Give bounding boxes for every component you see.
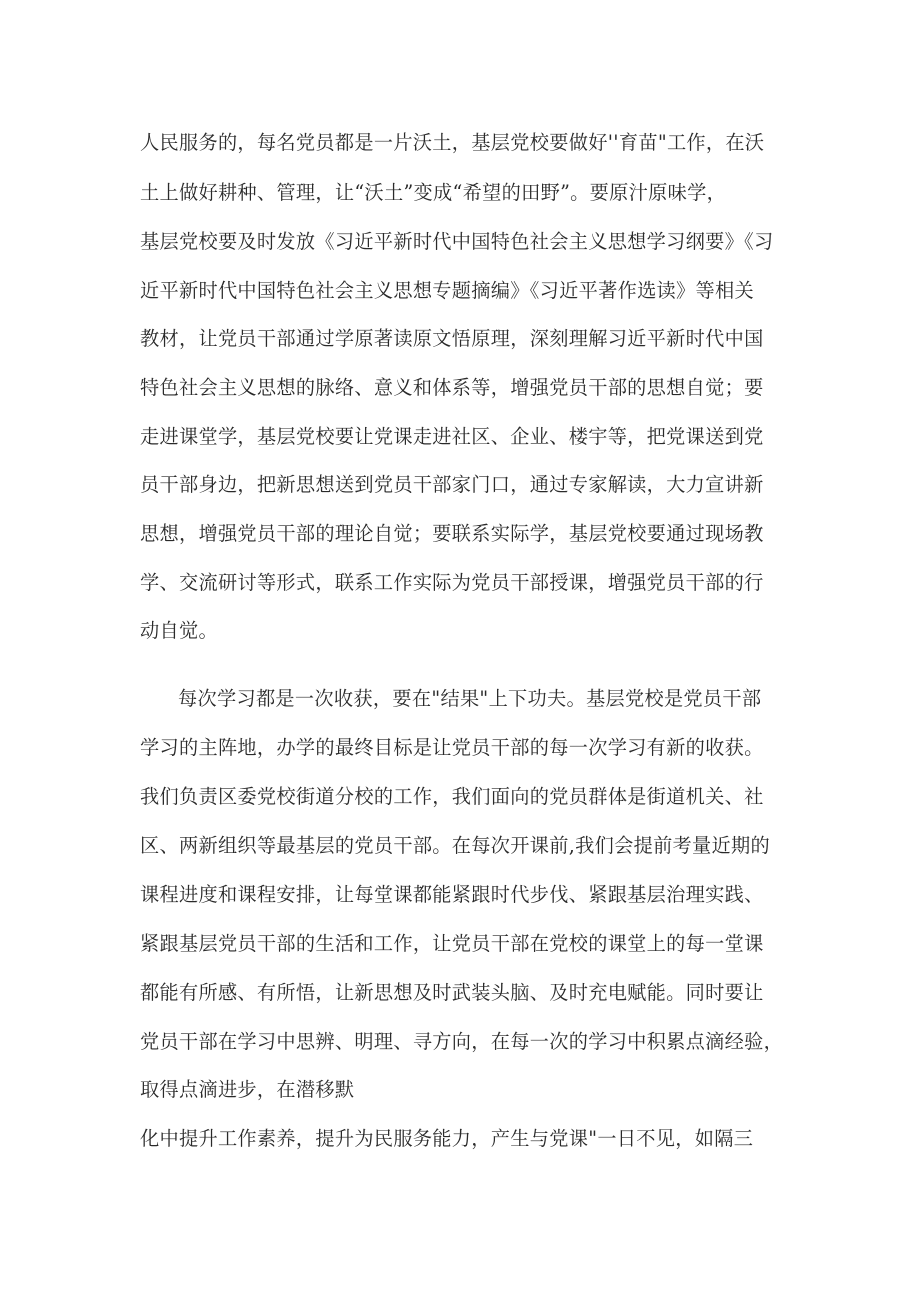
- text-line: 走进课堂学，基层党校要让党课走进社区、企业、楼宇等，把党课送到党: [140, 425, 764, 448]
- text-line: 动自觉。: [140, 619, 218, 642]
- text-line: 党员干部在学习中思辨、明理、寻方向，在每一次的学习中积累点滴经验，: [140, 1030, 784, 1053]
- text-line: 每次学习都是一次收获，要在"结果"上下功夫。基层党校是党员干部: [178, 687, 762, 710]
- text-line: 特色社会主义思想的脉络、意义和体系等，增强党员干部的思想自觉；要: [140, 376, 764, 399]
- text-line: 都能有所感、有所悟，让新思想及时武装头脑、及时充电赋能。同时要让: [140, 981, 764, 1004]
- text-line: 基层党校要及时发放《习近平新时代中国特色社会主义思想学习纲要》《习: [140, 230, 774, 253]
- text-line: 我们负责区委党校街道分校的工作，我们面向的党员群体是街道机关、社: [140, 785, 764, 808]
- text-line: 思想，增强党员干部的理论自觉；要联系实际学，基层党校要通过现场教: [140, 522, 764, 545]
- text-line: 化中提升工作素养，提升为民服务能力，产生与党课"一日不见，如隔三: [140, 1127, 754, 1150]
- text-line: 紧跟基层党员干部的生活和工作，让党员干部在党校的课堂上的每一堂课: [140, 932, 764, 955]
- text-line: 取得点滴进步，在潜移默: [140, 1078, 355, 1101]
- text-line: 学习的主阵地，办学的最终目标是让党员干部的每一次学习有新的收获。: [140, 736, 764, 759]
- text-line: 区、两新组织等最基层的党员干部。在每次开课前,我们会提前考量近期的: [140, 834, 770, 857]
- text-line: 学、交流研讨等形式，联系工作实际为党员干部授课，增强党员干部的行: [140, 571, 764, 594]
- text-line: 人民服务的，每名党员都是一片沃土，基层党校要做好''育苗"工作，在沃: [140, 131, 765, 154]
- text-line: 教材，让党员干部通过学原著读原文悟原理，深刻理解习近平新时代中国: [140, 327, 764, 350]
- text-line: 土上做好耕种、管理，让“沃土”变成“希望的田野”。要原汁原味学，: [140, 181, 727, 204]
- text-line: 近平新时代中国特色社会主义思想专题摘编》《习近平著作选读》等相关: [140, 279, 754, 302]
- text-line: 员干部身边，把新思想送到党员干部家门口，通过专家解读，大力宣讲新: [140, 473, 764, 496]
- text-line: 课程进度和课程安排，让每堂课都能紧跟时代步伐、紧跟基层治理实践、: [140, 883, 764, 906]
